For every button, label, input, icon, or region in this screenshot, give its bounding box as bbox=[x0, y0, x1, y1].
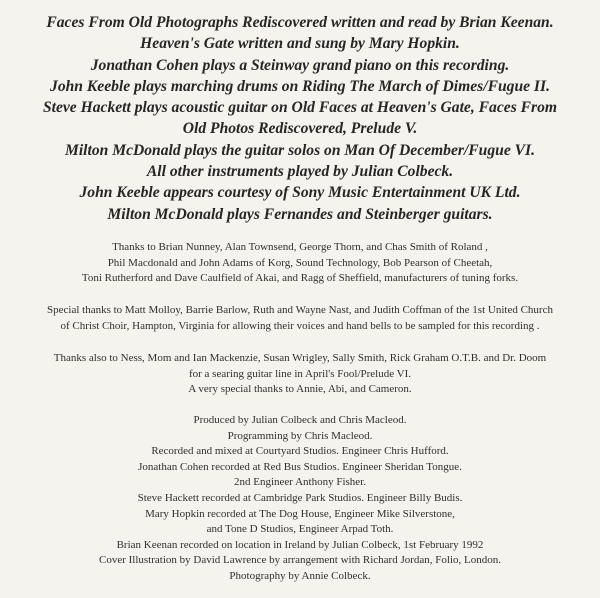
credit-line: Steve Hackett plays acoustic guitar on Old Faces at Heaven's Gate, Faces From bbox=[42, 99, 558, 117]
production-line: and Tone D Studios, Engineer Arpad Toth. bbox=[206, 523, 394, 536]
thanks-line: Toni Rutherford and Dave Caulfield of Akai, and Ragg of Sheffield, manufacturers of tuning forks. bbox=[81, 272, 519, 285]
credit-line: Old Photos Rediscovered, Prelude V. bbox=[182, 120, 418, 138]
thanks-also-line: Thanks also to Ness, Mom and Ian Mackenzie, Susan Wrigley, Sally Smith, Rick Graham O.T.B. and Dr. Doom bbox=[53, 352, 547, 364]
cover-line: Cover Illustration by David Lawrence by arrangement with Richard Jordan, Folio, London. bbox=[98, 554, 501, 566]
thanks-also-line: for a searing guitar line in April's Fool/Prelude VI. bbox=[188, 367, 412, 380]
production-line: Jonathan Cohen recorded at Red Bus Studios. Engineer Sheridan Tongue. bbox=[138, 460, 462, 473]
credit-line: Milton McDonald plays the guitar solos on Man Of December/Fugue VI. bbox=[64, 141, 536, 159]
special-thanks-line: Special thanks to Matt Molloy, Barrie Barlow, Ruth and Wayne Nast, and Judith Coffman of the 1st United Church bbox=[47, 304, 553, 316]
performer-credits bbox=[0, 12, 600, 225]
thanks-line: Thanks to Brian Nunney, Alan Townsend, George Thorn, and Chas Smith of Roland , bbox=[112, 241, 488, 253]
production-line: Programming by Chris Macleod. bbox=[227, 429, 373, 442]
production-line: Recorded and mixed at Courtyard Studios. Engineer Chris Hufford. bbox=[151, 445, 449, 458]
special-thanks-line: of Christ Choir, Hampton, Virginia for allowing their voices and hand bells to be sampled for this recording . bbox=[60, 319, 540, 332]
credit-line: John Keeble appears courtesy of Sony Music Entertainment UK Ltd. bbox=[79, 184, 521, 202]
thanks-paragraph bbox=[0, 240, 600, 287]
credit-line: Jonathan Cohen plays a Steinway grand piano on this recording. bbox=[90, 56, 510, 74]
credit-line: All other instruments played by Julian Colbeck. bbox=[146, 163, 454, 181]
thanks-also-paragraph bbox=[0, 351, 600, 398]
production-line: Steve Hackett recorded at Cambridge Park Studios. Engineer Billy Budis. bbox=[137, 491, 463, 504]
thanks-also-line: A very special thanks to Annie, Abi, and Cameron. bbox=[188, 383, 412, 396]
credit-line: Faces From Old Photographs Rediscovered written and read by Brian Keenan. bbox=[46, 14, 554, 31]
production-line: 2nd Engineer Anthony Fisher. bbox=[234, 476, 366, 489]
cover-credits bbox=[0, 553, 600, 584]
production-line: Brian Keenan recorded on location in Ireland by Julian Colbeck, 1st February 1992 bbox=[116, 538, 484, 551]
production-credits bbox=[0, 413, 600, 553]
special-thanks-paragraph bbox=[0, 303, 600, 334]
production-line: Mary Hopkin recorded at The Dog House, Engineer Mike Silverstone, bbox=[145, 507, 455, 520]
cover-line: Photography by Annie Colbeck. bbox=[229, 569, 371, 582]
thanks-line: Phil Macdonald and John Adams of Korg, Sound Technology, Bob Pearson of Cheetah, bbox=[107, 256, 493, 269]
production-line: Produced by Julian Colbeck and Chris Macleod. bbox=[193, 414, 407, 426]
credit-line: John Keeble plays marching drums on Riding The March of Dimes/Fugue II. bbox=[50, 77, 550, 95]
credit-line: Heaven's Gate written and sung by Mary Hopkin. bbox=[140, 35, 460, 53]
credit-line: Milton McDonald plays Fernandes and Steinberger guitars. bbox=[107, 205, 493, 223]
